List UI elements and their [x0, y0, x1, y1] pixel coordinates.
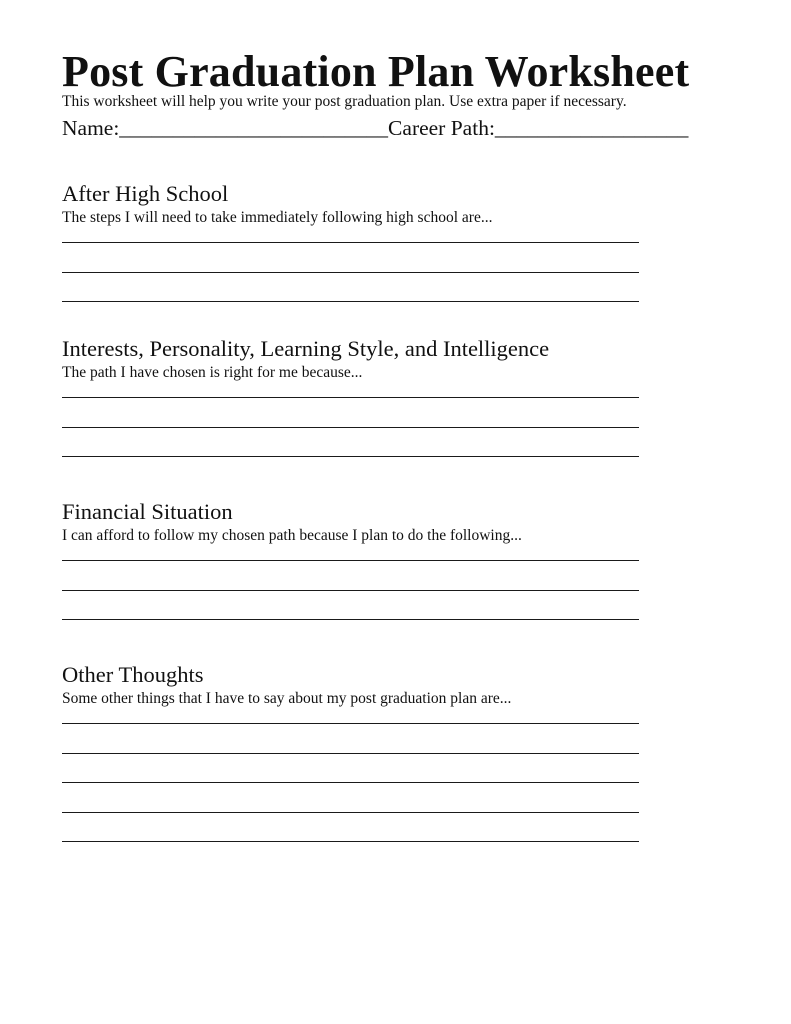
section-financial-situation: [62, 498, 642, 649]
answer-line[interactable]: [62, 723, 639, 724]
answer-line[interactable]: [62, 397, 639, 398]
name-career-path-row: Name:_________________________Career Path:__________________: [62, 116, 689, 140]
answer-line[interactable]: [62, 560, 639, 561]
intro-text: This worksheet will help you write your post graduation plan. Use extra paper if necessary.: [62, 93, 627, 110]
answer-line[interactable]: [62, 427, 639, 428]
section-prompt: The path I have chosen is right for me because...: [62, 364, 363, 381]
answer-line[interactable]: [62, 590, 639, 591]
section-other-thoughts: [62, 661, 642, 871]
answer-lines: [62, 560, 642, 620]
answer-lines: [62, 723, 642, 842]
answer-lines: [62, 397, 642, 457]
answer-line[interactable]: [62, 753, 639, 754]
answer-line[interactable]: [62, 619, 639, 620]
answer-line[interactable]: [62, 782, 639, 783]
answer-line[interactable]: [62, 841, 639, 842]
answer-line[interactable]: [62, 242, 639, 243]
answer-line[interactable]: [62, 812, 639, 813]
page-title: Post Graduation Plan Worksheet: [62, 47, 690, 96]
section-prompt: I can afford to follow my chosen path because I plan to do the following...: [62, 527, 522, 544]
section-prompt: Some other things that I have to say about my post graduation plan are...: [62, 690, 512, 707]
section-heading: Other Thoughts: [62, 662, 204, 687]
section-heading: After High School: [62, 181, 229, 206]
section-heading: Financial Situation: [62, 499, 233, 524]
section-after-high-school: [62, 180, 642, 331]
answer-line[interactable]: [62, 272, 639, 273]
section-prompt: The steps I will need to take immediately following high school are...: [62, 209, 493, 226]
answer-line[interactable]: [62, 456, 639, 457]
answer-lines: [62, 242, 642, 302]
section-heading: Interests, Personality, Learning Style, and Intelligence: [62, 336, 550, 361]
answer-line[interactable]: [62, 301, 639, 302]
section-interests-personality: [62, 335, 642, 486]
